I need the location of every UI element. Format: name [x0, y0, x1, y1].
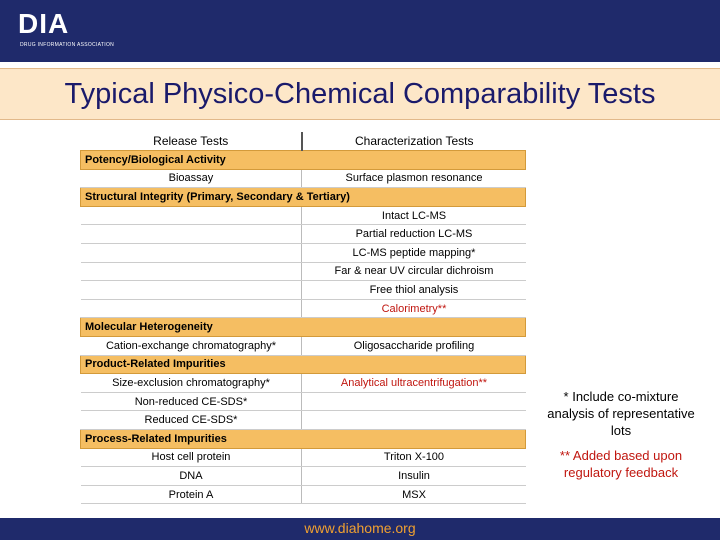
footnote-regulatory: ** Added based upon regulatory feedback — [559, 448, 683, 480]
characterization-test-cell: Calorimetry** — [302, 299, 526, 318]
characterization-test-cell: Intact LC-MS — [302, 206, 526, 225]
release-test-cell — [81, 206, 302, 225]
category-row-structural — [81, 188, 526, 207]
table-header-row — [81, 132, 526, 151]
release-test-cell — [81, 262, 302, 281]
characterization-test-cell: LC-MS peptide mapping* — [302, 244, 526, 263]
category-row-product — [81, 355, 526, 374]
table-row — [81, 299, 526, 318]
table-row — [81, 206, 526, 225]
characterization-test-cell: Free thiol analysis — [302, 281, 526, 300]
characterization-test-cell — [302, 392, 526, 411]
category-label: Process-Related Impurities — [81, 430, 526, 449]
release-test-cell: Cation-exchange chromatography* — [81, 337, 302, 356]
characterization-test-cell: MSX — [302, 485, 526, 504]
release-test-cell — [81, 299, 302, 318]
release-test-cell: Protein A — [81, 485, 302, 504]
category-label: Product-Related Impurities — [81, 355, 526, 374]
table-row — [81, 392, 526, 411]
characterization-test-cell: Oligosaccharide profiling — [302, 337, 526, 356]
table-row — [81, 225, 526, 244]
category-label: Molecular Heterogeneity — [81, 318, 526, 337]
release-test-cell: Size-exclusion chromatography* — [81, 374, 302, 393]
category-label: Potency/Biological Activity — [81, 151, 526, 170]
release-test-cell: Reduced CE-SDS* — [81, 411, 302, 430]
col-header-release: Release Tests — [81, 132, 302, 151]
category-row-molecular — [81, 318, 526, 337]
table-row — [81, 411, 526, 430]
table-row — [81, 467, 526, 486]
footnote-co-mixture: * Include co-mixture analysis of representative lots — [547, 389, 695, 438]
comparability-tests-table — [80, 132, 526, 504]
category-row-potency — [81, 151, 526, 170]
release-test-cell — [81, 281, 302, 300]
characterization-test-cell: Analytical ultracentrifugation** — [302, 374, 526, 393]
characterization-test-cell: Triton X-100 — [302, 448, 526, 467]
logo-text: DIA — [18, 8, 70, 39]
col-header-characterization: Characterization Tests — [354, 134, 474, 149]
characterization-test-cell: Insulin — [302, 467, 526, 486]
table-row — [81, 337, 526, 356]
characterization-test-cell — [302, 411, 526, 430]
dia-logo — [12, 8, 115, 50]
release-test-cell: Non-reduced CE-SDS* — [81, 392, 302, 411]
characterization-test-cell: Surface plasmon resonance — [302, 169, 526, 188]
release-test-cell — [81, 225, 302, 244]
table-row — [81, 485, 526, 504]
release-test-cell: Bioassay — [81, 169, 302, 188]
characterization-test-cell: Partial reduction LC-MS — [302, 225, 526, 244]
category-label: Structural Integrity (Primary, Secondary & Tertiary) — [81, 188, 526, 207]
characterization-test-cell: Far & near UV circular dichroism — [302, 262, 526, 281]
category-row-process — [81, 430, 526, 449]
logo-subtitle: DRUG INFORMATION ASSOCIATION — [20, 42, 115, 48]
slide-title: Typical Physico-Chemical Comparability Tests — [64, 78, 656, 110]
release-test-cell — [81, 244, 302, 263]
table-row — [81, 262, 526, 281]
release-test-cell: DNA — [81, 467, 302, 486]
table-row — [81, 374, 526, 393]
table-row — [81, 448, 526, 467]
table-row — [81, 281, 526, 300]
table-row — [81, 244, 526, 263]
footer-url-link[interactable]: www.diahome.org — [304, 520, 416, 536]
table-row — [81, 169, 526, 188]
release-test-cell: Host cell protein — [81, 448, 302, 467]
